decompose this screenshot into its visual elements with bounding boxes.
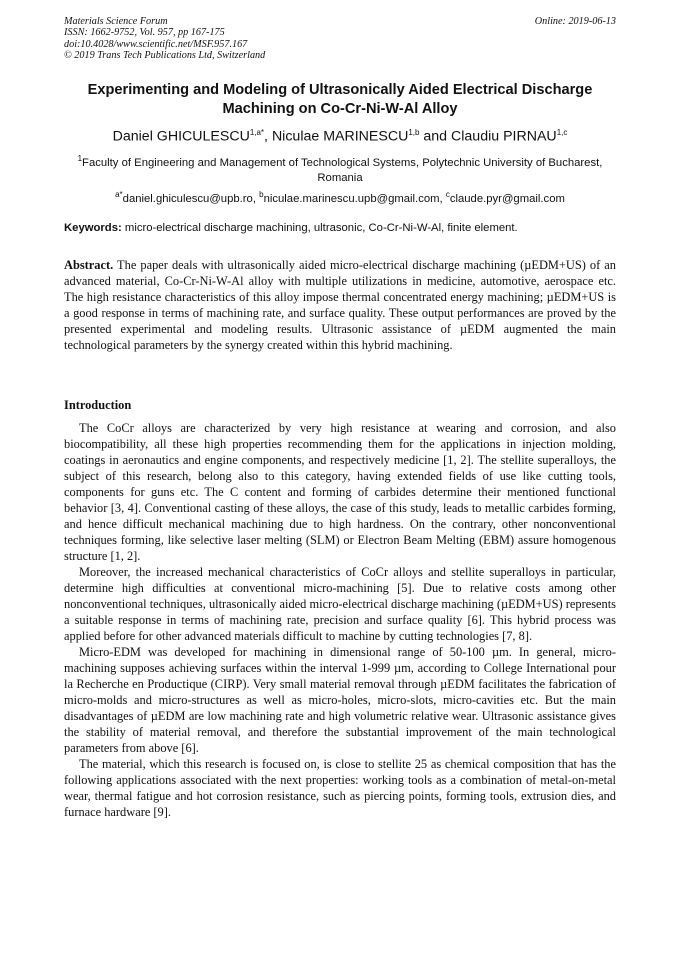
email-address[interactable]: claude.pyr@gmail.com [449, 192, 565, 205]
body-paragraph: The material, which this research is focused on, is close to stellite 25 as chemical composition that has the following applications associated with the next properties: working tools as a combination of metal-on-metal wear, thermal fatigue and hot corrosion resistance, such as piercing points, forming tools, extrusion dies, and furnace hardware [9]. [64, 757, 616, 819]
keywords [64, 221, 616, 236]
affiliation-superscript: 1 [77, 154, 83, 163]
author-name: Daniel GHICULESCU [112, 128, 250, 145]
author-separator: and [419, 128, 452, 145]
email-address[interactable]: daniel.ghiculescu@upb.ro [122, 192, 253, 205]
journal-issn: ISSN: 1662-9752, Vol. 957, pp 167-175 [64, 27, 225, 39]
body-paragraph: The CoCr alloys are characterized by very high resistance at wearing and corrosion, and also biocompatibility, all these high properties recommending them for the applications in injection molding, coatings in aeronautics and engine components, and respectively medicine [1, 2]. The stellite superalloys, the subject of this research, belong also to this category, having extended fields of use like cutting tools, components for guns etc. The C content and forming of carbides determine their mentioned functional behavior [3, 4]. Conventional casting of these alloys, the case of this study, leads to metallic carbides forming, and hence difficult mechanical machining due to high hardness. On the contrary, other nonconventional techniques forming, like selective laser melting (SLM) or Electron Beam Melting (EBM) assure homogenous structure [1, 2]. [64, 421, 616, 563]
author-superscript: 1,b [408, 128, 420, 137]
journal-doi: doi:10.4028/www.scientific.net/MSF.957.167 [64, 38, 248, 50]
online-date: Online: 2019-06-13 [534, 16, 616, 27]
email-superscript: b [259, 190, 264, 199]
body-paragraph: Micro-EDM was developed for machining in dimensional range of 50-100 µm. In general, micro-machining supposes achieving surfaces within the interval 1-999 µm, according to College International pour la Recherche en Productique (CIRP). Very small material removal through µEDM facilitates the fabrication of micro-molds and micro-structures as well as micro-holes, micro-slots, micro-cavities etc. But the main disadvantages of µEDM are low machining rate and high volumetric relative wear. Ultrasonic assistance gives the stability of material removal, and therefore the substantial improvement of the main technological parameters from above [6]. [64, 645, 616, 755]
author-name: Niculae MARINESCU [271, 128, 409, 145]
email-superscript: c [445, 190, 450, 199]
abstract-text: The paper deals with ultrasonically aided micro-electrical discharge machining (µEDM+US) of an advanced material, Co-Cr-Ni-W-Al alloy with multiple utilizations in medicine, automotive, aerospace etc. The high resistance characteristics of this alloy impose thermal concentrated energy machining; µEDM+US is a good response in terms of machining rate, and surface quality. These output performances are proved by the presented experimental and modeling results. Ultrasonic assistance of µEDM augmented the main technological parameters by the synergy created within this hybrid machining. [64, 258, 616, 352]
author-superscript: 1,c [556, 128, 568, 137]
affiliation-text: Faculty of Engineering and Management of Technological Systems, Polytechnic University of Bucharest, Romania [82, 156, 603, 184]
author-superscript: 1,a* [249, 128, 265, 137]
email-list [64, 187, 616, 207]
affiliation [64, 151, 616, 186]
author-list [64, 124, 616, 146]
journal-name: Materials Science Forum [64, 16, 168, 27]
abstract-label: Abstract. [64, 258, 114, 272]
section-heading-introduction: Introduction [64, 398, 132, 412]
paper-title: Experimenting and Modeling of Ultrasonically Aided Electrical Discharge Machining on Co-Cr-Ni-W-Al Alloy [87, 82, 593, 117]
journal-copyright: © 2019 Trans Tech Publications Ltd, Switzerland [64, 50, 266, 62]
email-superscript: a* [115, 190, 123, 199]
email-separator: , [252, 192, 260, 205]
body-paragraph: Moreover, the increased mechanical characteristics of CoCr alloys and stellite superalloys in particular, determine high difficulties at conventional micro-machining [5]. Due to relative costs among other nonconventional techniques, ultrasonically aided micro-electrical discharge machining (µEDM+US) represents a suitable response in terms of machining rate, precision and surface quality [6]. This hybrid process was applied before for other advanced materials difficult to machine by cutting technologies [7, 8]. [64, 565, 616, 643]
email-address[interactable]: niculae.marinescu.upb@gmail.com [263, 192, 440, 205]
email-separator: , [439, 192, 446, 205]
keywords-text: micro-electrical discharge machining, ultrasonic, Co-Cr-Ni-W-Al, finite element. [121, 222, 518, 234]
introduction-body [64, 420, 616, 820]
author-separator: , [264, 128, 272, 145]
author-name: Claudiu PIRNAU [451, 128, 557, 145]
keywords-label: Keywords: [64, 222, 122, 234]
journal-header [64, 16, 616, 62]
abstract [64, 257, 616, 353]
